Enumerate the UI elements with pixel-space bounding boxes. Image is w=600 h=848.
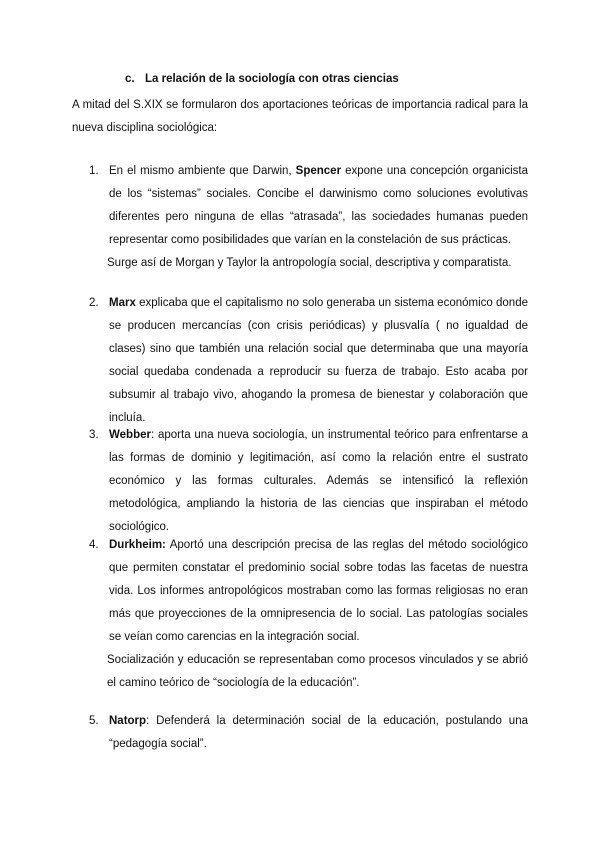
text-run: expone una concepción organicista de los “sistemas” sociales. Concibe el darwinismo como soluciones evolutivas diferentes pero ninguna de ellas “atrasada”, las sociedades humanas pueden representar como posibilidades que varían en la constelación de sus prácticas. bbox=[109, 165, 528, 246]
item-paragraph bbox=[107, 252, 528, 275]
section-title: La relación de la sociología con otras ciencias bbox=[145, 73, 399, 85]
item-number: 1. bbox=[89, 165, 99, 177]
section-heading bbox=[125, 73, 399, 85]
text-run: En el mismo ambiente que Darwin, bbox=[109, 165, 296, 177]
bold-name: Marx bbox=[109, 297, 136, 309]
text-run: Surge así de Morgan y Taylor la antropología social, descriptiva y comparatista. bbox=[107, 257, 512, 269]
bold-name: Spencer bbox=[295, 165, 342, 177]
item-number: 5. bbox=[89, 715, 99, 727]
item-number: 4. bbox=[89, 539, 99, 551]
bold-name: Webber bbox=[109, 429, 151, 441]
bold-name: Durkheim: bbox=[109, 539, 166, 551]
item-paragraph bbox=[109, 710, 528, 756]
bold-name: Natorp bbox=[109, 715, 147, 727]
item-paragraph bbox=[109, 534, 528, 649]
item-number: 3. bbox=[89, 429, 99, 441]
item-paragraph bbox=[109, 424, 528, 539]
text-run: explicaba que el capitalismo no solo generaba un sistema económico donde se producen mercancías (con crisis periódicas) y plusvalía ( no igualdad de clases) sino que también una relación social que determinaba que una mayoría social quedaba condenada a reproducir su fuerza de trabajo. Esto acaba por subsumir al trabajo vivo, ahogando la promesa de bienestar y colaboración que incluía. bbox=[109, 297, 528, 424]
item-body bbox=[109, 424, 528, 539]
section-letter: c. bbox=[125, 73, 135, 85]
item-body bbox=[109, 292, 528, 430]
text-run: Socialización y educación se representaban como procesos vinculados y se abrió el camino teórico de “sociología de la educación”. bbox=[107, 654, 528, 689]
item-paragraph bbox=[109, 160, 528, 252]
item-body bbox=[109, 534, 528, 695]
text-run: : aporta una nueva sociología, un instrumental teórico para enfrentarse a las formas de dominio y legitimación, así como la relación entre el sustrato económico y las formas culturales. Además se intensificó la reflexión metodológica, ampliando la historia de las ciencias que inspiraban el método sociológico. bbox=[109, 429, 528, 533]
item-paragraph bbox=[109, 292, 528, 430]
text-run: Aportó una descripción precisa de las reglas del método sociológico que permiten constatar el predominio social sobre todas las facetas de nuestra vida. Los informes antropológicos mostraban como las formas religiosas no eran más que proyecciones de la omnipresencia de lo social. Las patologías sociales se veían como carencias en la integración social. bbox=[109, 539, 528, 643]
item-number: 2. bbox=[89, 297, 99, 309]
intro-paragraph: A mitad del S.XIX se formularon dos aportaciones teóricas de importancia radical para la nueva disciplina sociológica: bbox=[72, 99, 528, 134]
item-body bbox=[109, 710, 528, 756]
item-body bbox=[109, 160, 528, 275]
text-run: : Defenderá la determinación social de la educación, postulando una “pedagogía social”. bbox=[109, 715, 528, 750]
item-paragraph bbox=[107, 649, 528, 695]
